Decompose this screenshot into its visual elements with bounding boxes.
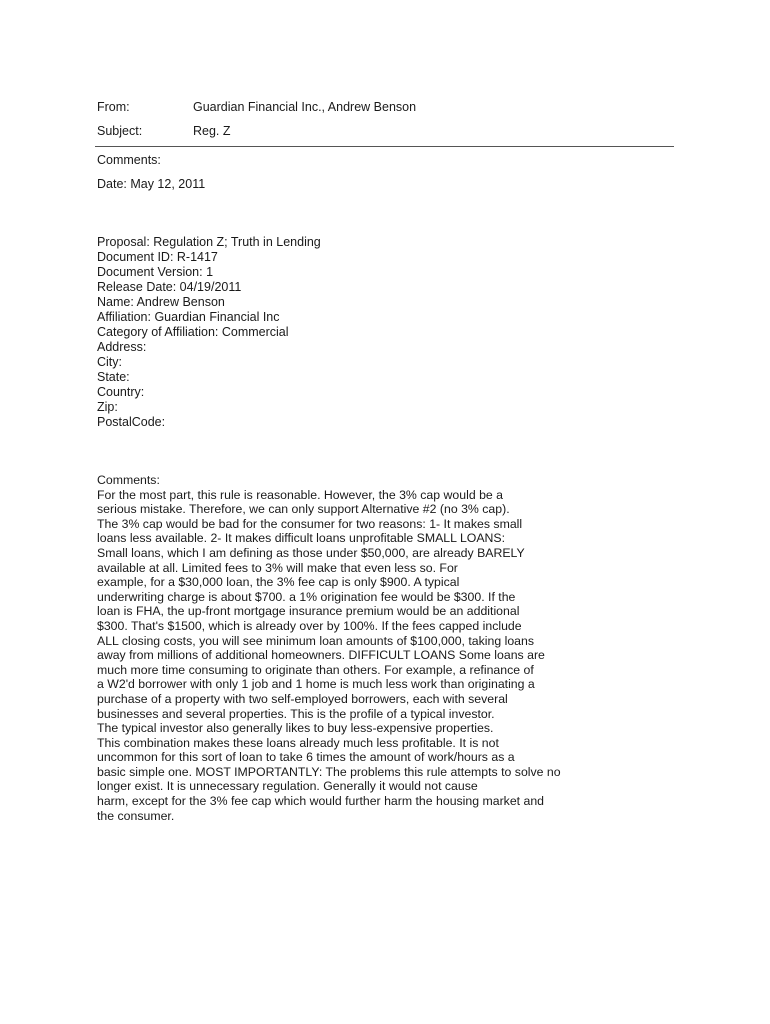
meta-release-date: Release Date: 04/19/2011	[97, 280, 242, 294]
body-line: ALL closing costs, you will see minimum loan amounts of $100,000, taking loans	[97, 633, 535, 648]
comment-body	[97, 473, 561, 823]
meta-proposal: Proposal: Regulation Z; Truth in Lending	[97, 235, 321, 249]
body-line: serious mistake. Therefore, we can only support Alternative #2 (no 3% cap).	[97, 502, 510, 517]
body-line: much more time consuming to originate than others. For example, a refinance of	[97, 662, 534, 677]
body-line: example, for a $30,000 loan, the 3% fee cap is only $900. A typical	[97, 575, 460, 590]
body-line: a W2'd borrower with only 1 job and 1 home is much less work than originating a	[97, 677, 535, 692]
meta-city: City:	[97, 355, 122, 369]
body-line: longer exist. It is unnecessary regulation. Generally it would not cause	[97, 779, 478, 794]
body-line: This combination makes these loans already much less profitable. It is not	[97, 735, 499, 750]
body-line: For the most part, this rule is reasonable. However, the 3% cap would be a	[97, 487, 504, 502]
meta-postal-code: PostalCode:	[97, 415, 166, 429]
body-line: businesses and several properties. This is the profile of a typical investor.	[97, 706, 495, 721]
body-line: underwriting charge is about $700. a 1% origination fee would be $300. If the	[97, 589, 516, 604]
body-line: $300. That's $1500, which is already over by 100%. If the fees capped include	[97, 618, 522, 633]
body-line: The typical investor also generally likes to buy less-expensive properties.	[97, 721, 494, 736]
from-value: Guardian Financial Inc., Andrew Benson	[193, 100, 417, 114]
meta-zip: Zip:	[97, 400, 118, 414]
body-line: The 3% cap would be bad for the consumer for two reasons: 1- It makes small	[97, 516, 523, 531]
body-line: available at all. Limited fees to 3% will make that even less so. For	[97, 560, 458, 575]
body-line: Small loans, which I am defining as those under $50,000, are already BARELY	[97, 545, 525, 560]
meta-country: Country:	[97, 385, 145, 399]
body-line: harm, except for the 3% fee cap which would further harm the housing market and	[97, 794, 545, 809]
meta-category: Category of Affiliation: Commercial	[97, 325, 289, 339]
body-line: the consumer.	[97, 808, 175, 823]
body-line: loan is FHA, the up-front mortgage insurance premium would be an additional	[97, 604, 520, 619]
header-divider	[95, 146, 674, 147]
from-row	[97, 100, 416, 115]
meta-document-id: Document ID: R-1417	[97, 250, 218, 264]
meta-name: Name: Andrew Benson	[97, 295, 225, 309]
meta-state: State:	[97, 370, 130, 384]
body-line: loans less available. 2- It makes difficult loans unprofitable SMALL LOANS:	[97, 531, 506, 546]
subject-label: Subject:	[97, 124, 143, 138]
subject-value: Reg. Z	[193, 124, 231, 138]
meta-affiliation: Affiliation: Guardian Financial Inc	[97, 310, 280, 324]
body-line: uncommon for this sort of loan to take 6 times the amount of work/hours as a	[97, 750, 515, 765]
body-line: away from millions of additional homeowners. DIFFICULT LOANS Some loans are	[97, 648, 545, 663]
date-line: Date: May 12, 2011	[97, 177, 206, 191]
metadata-block	[97, 235, 321, 430]
body-line: basic simple one. MOST IMPORTANTLY: The problems this rule attempts to solve no	[97, 764, 561, 779]
comments-heading: Comments:	[97, 153, 161, 167]
meta-address: Address:	[97, 340, 147, 354]
body-line: Comments:	[97, 473, 160, 487]
from-label: From:	[97, 100, 130, 114]
body-line: purchase of a property with two self-employed borrowers, each with several	[97, 691, 508, 706]
meta-document-version: Document Version: 1	[97, 265, 214, 279]
subject-row	[97, 124, 231, 139]
